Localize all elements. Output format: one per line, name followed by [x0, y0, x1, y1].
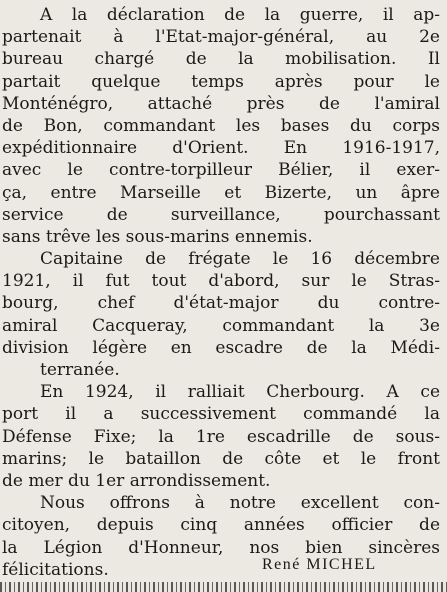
article-text — [0, 4, 447, 581]
text-line: service de surveillance, pourchassant — [2, 204, 440, 225]
text-line: bourg, chef d'état-major du contre- — [2, 293, 440, 314]
text-line: A la déclaration de la guerre, il ap- — [40, 5, 440, 25]
text-line: En 1924, il ralliait Cherbourg. A ce — [40, 382, 440, 403]
text-line: avec le contre-torpilleur Bélier, il exer- — [2, 160, 440, 181]
text-line: sans trêve les sous-marins ennemis. — [2, 226, 313, 247]
text-line: partenait à l'Etat-major-général, au 2e — [2, 27, 440, 48]
text-line: ça, entre Marseille et Bizerte, un âpre — [2, 182, 440, 203]
text-line: la Légion d'Honneur, nos bien sincères — [2, 537, 440, 558]
text-line: Nous offrons à notre excellent con- — [40, 493, 440, 514]
text-line: de mer du 1er arrondissement. — [2, 470, 271, 491]
text-line: 1921, il fut tout d'abord, sur le Stras- — [2, 271, 440, 292]
text-line: marins; le bataillon de côte et le front — [2, 448, 440, 469]
text-line: félicitations. — [2, 559, 109, 580]
text-line: division légère en escadre de la Médi- — [2, 337, 440, 358]
text-line: citoyen, depuis cinq années officier de — [2, 515, 440, 536]
text-line: expéditionnaire d'Orient. En 1916-1917, — [2, 138, 440, 159]
text-line: Défense Fixe; la 1re escadrille de sous- — [2, 426, 440, 447]
text-line: bureau chargé de la mobilisation. Il — [2, 49, 440, 70]
text-line: terranée. — [40, 360, 120, 380]
text-line: de Bon, commandant les bases du corps — [2, 115, 440, 136]
text-line: Capitaine de frégate le 16 décembre — [40, 249, 440, 270]
text-line: amiral Cacqueray, commandant la 3e — [2, 315, 440, 336]
text-line: port il a successivement commandé la — [2, 404, 440, 425]
next-column-fragment — [0, 582, 447, 592]
author-signature: René MICHEL — [262, 556, 377, 573]
text-line: partait quelque temps après pour le — [2, 71, 440, 92]
text-line: Monténégro, attaché près de l'amiral — [2, 93, 440, 114]
